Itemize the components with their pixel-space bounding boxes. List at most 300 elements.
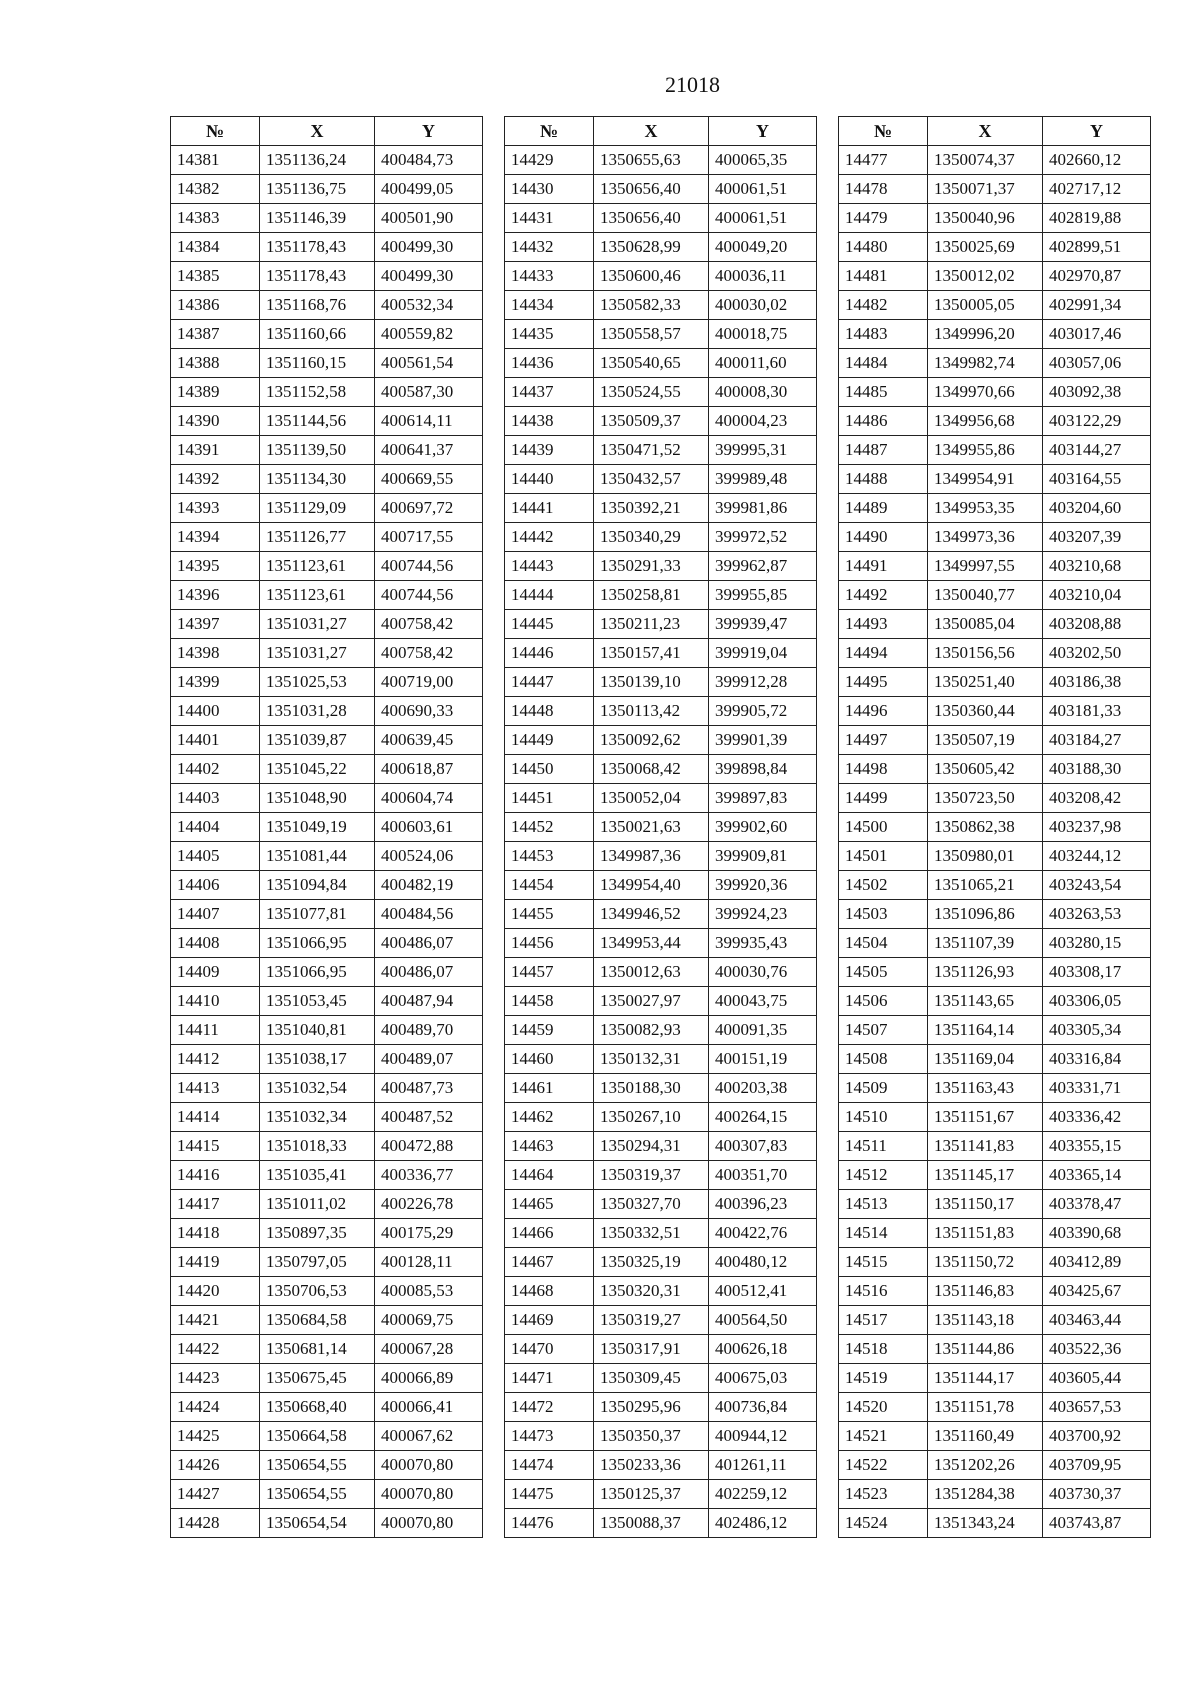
table-row [171,407,483,436]
cell-number: 14524 [839,1509,928,1538]
table-row [839,813,1151,842]
table-row [171,784,483,813]
table-row [171,610,483,639]
cell-x: 1351150,17 [928,1190,1043,1219]
cell-y: 403122,29 [1043,407,1151,436]
cell-x: 1349982,74 [928,349,1043,378]
cell-x: 1350605,42 [928,755,1043,784]
cell-y: 400018,75 [709,320,817,349]
cell-x: 1350025,69 [928,233,1043,262]
table-header-row [171,117,483,146]
cell-y: 403463,44 [1043,1306,1151,1335]
cell-y: 399981,86 [709,494,817,523]
table-row [839,1480,1151,1509]
cell-number: 14393 [171,494,260,523]
cell-number: 14469 [505,1306,594,1335]
cell-y: 400061,51 [709,175,817,204]
table-row [839,320,1151,349]
cell-number: 14517 [839,1306,928,1335]
table-row [839,175,1151,204]
cell-y: 400486,07 [375,958,483,987]
cell-y: 400482,19 [375,871,483,900]
cell-number: 14464 [505,1161,594,1190]
table-row [505,407,817,436]
table-row [839,349,1151,378]
cell-number: 14399 [171,668,260,697]
cell-x: 1349953,44 [594,929,709,958]
table-row [505,523,817,552]
cell-y: 399962,87 [709,552,817,581]
cell-x: 1350294,31 [594,1132,709,1161]
cell-y: 400226,78 [375,1190,483,1219]
table-row [505,1074,817,1103]
cell-number: 14486 [839,407,928,436]
cell-x: 1349955,86 [928,436,1043,465]
cell-x: 1350675,45 [260,1364,375,1393]
table-row [505,1451,817,1480]
table-row [839,1161,1151,1190]
cell-x: 1350085,04 [928,610,1043,639]
cell-x: 1351049,19 [260,813,375,842]
cell-number: 14404 [171,813,260,842]
table-row [171,1393,483,1422]
table-row [505,1422,817,1451]
table-row [505,552,817,581]
cell-number: 14445 [505,610,594,639]
table-row [171,378,483,407]
table-row [839,697,1151,726]
cell-y: 400486,07 [375,929,483,958]
header-y: Y [709,117,817,146]
cell-number: 14505 [839,958,928,987]
cell-y: 400587,30 [375,378,483,407]
cell-y: 403184,27 [1043,726,1151,755]
table-row [171,726,483,755]
cell-y: 403709,95 [1043,1451,1151,1480]
cell-number: 14415 [171,1132,260,1161]
cell-y: 400336,77 [375,1161,483,1190]
cell-x: 1350558,57 [594,320,709,349]
table-row [839,900,1151,929]
cell-x: 1350233,36 [594,1451,709,1480]
cell-x: 1350040,77 [928,581,1043,610]
cell-y: 399920,36 [709,871,817,900]
table-row [171,1161,483,1190]
table-row [505,1277,817,1306]
table-row [505,1219,817,1248]
cell-y: 399912,28 [709,668,817,697]
cell-x: 1351123,61 [260,552,375,581]
cell-number: 14395 [171,552,260,581]
cell-x: 1351025,53 [260,668,375,697]
cell-y: 400697,72 [375,494,483,523]
table-row [505,813,817,842]
cell-y: 400564,50 [709,1306,817,1335]
table-row [505,175,817,204]
cell-y: 400067,28 [375,1335,483,1364]
cell-y: 403188,30 [1043,755,1151,784]
cell-x: 1351164,14 [928,1016,1043,1045]
cell-x: 1351081,44 [260,842,375,871]
cell-y: 400472,88 [375,1132,483,1161]
cell-number: 14446 [505,639,594,668]
cell-x: 1350267,10 [594,1103,709,1132]
cell-y: 403605,44 [1043,1364,1151,1393]
table-row [171,552,483,581]
cell-number: 14407 [171,900,260,929]
cell-x: 1350332,51 [594,1219,709,1248]
table-row [505,204,817,233]
cell-x: 1350132,31 [594,1045,709,1074]
cell-number: 14493 [839,610,928,639]
cell-y: 400203,38 [709,1074,817,1103]
table-row [171,146,483,175]
cell-y: 400307,83 [709,1132,817,1161]
cell-y: 400066,89 [375,1364,483,1393]
cell-number: 14462 [505,1103,594,1132]
cell-y: 400499,30 [375,262,483,291]
table-row [505,958,817,987]
cell-y: 403208,88 [1043,610,1151,639]
cell-y: 399897,83 [709,784,817,813]
cell-y: 399919,04 [709,639,817,668]
cell-x: 1351146,39 [260,204,375,233]
cell-number: 14425 [171,1422,260,1451]
cell-x: 1350654,55 [260,1451,375,1480]
cell-y: 400487,52 [375,1103,483,1132]
cell-y: 403700,92 [1043,1422,1151,1451]
table-row [505,1190,817,1219]
cell-y: 400066,41 [375,1393,483,1422]
cell-x: 1349987,36 [594,842,709,871]
cell-number: 14449 [505,726,594,755]
cell-number: 14412 [171,1045,260,1074]
cell-number: 14421 [171,1306,260,1335]
table-row [839,204,1151,233]
table-row [839,668,1151,697]
cell-number: 14396 [171,581,260,610]
cell-y: 400067,62 [375,1422,483,1451]
cell-y: 399935,43 [709,929,817,958]
cell-y: 400070,80 [375,1480,483,1509]
table-row [505,929,817,958]
cell-number: 14392 [171,465,260,494]
table-header-row [839,117,1151,146]
cell-x: 1351066,95 [260,958,375,987]
table-row [171,697,483,726]
cell-y: 400030,76 [709,958,817,987]
cell-x: 1351160,15 [260,349,375,378]
cell-x: 1351018,33 [260,1132,375,1161]
table-row [171,1103,483,1132]
cell-y: 403204,60 [1043,494,1151,523]
cell-x: 1351178,43 [260,233,375,262]
table-row [839,465,1151,494]
cell-y: 399909,81 [709,842,817,871]
table-row [839,1074,1151,1103]
cell-number: 14397 [171,610,260,639]
cell-y: 400396,23 [709,1190,817,1219]
cell-y: 403244,12 [1043,842,1151,871]
cell-number: 14423 [171,1364,260,1393]
cell-x: 1351031,27 [260,610,375,639]
cell-number: 14420 [171,1277,260,1306]
cell-y: 400480,12 [709,1248,817,1277]
cell-y: 400944,12 [709,1422,817,1451]
cell-x: 1350320,31 [594,1277,709,1306]
cell-x: 1350074,37 [928,146,1043,175]
cell-y: 400675,03 [709,1364,817,1393]
cell-x: 1351031,27 [260,639,375,668]
cell-x: 1350319,37 [594,1161,709,1190]
cell-x: 1351160,66 [260,320,375,349]
cell-number: 14501 [839,842,928,871]
cell-number: 14520 [839,1393,928,1422]
cell-x: 1350524,55 [594,378,709,407]
cell-x: 1350350,37 [594,1422,709,1451]
table-row [839,291,1151,320]
cell-x: 1350656,40 [594,175,709,204]
cell-number: 14473 [505,1422,594,1451]
cell-y: 399955,85 [709,581,817,610]
cell-x: 1350600,46 [594,262,709,291]
cell-number: 14496 [839,697,928,726]
table-row [171,523,483,552]
table-row [839,958,1151,987]
cell-x: 1349946,52 [594,900,709,929]
cell-x: 1351151,78 [928,1393,1043,1422]
cell-x: 1350897,35 [260,1219,375,1248]
cell-number: 14474 [505,1451,594,1480]
table-row [171,291,483,320]
cell-number: 14492 [839,581,928,610]
table-row [171,929,483,958]
cell-y: 403164,55 [1043,465,1151,494]
table-row [839,929,1151,958]
cell-x: 1350088,37 [594,1509,709,1538]
cell-y: 400487,94 [375,987,483,1016]
cell-number: 14398 [171,639,260,668]
coordinates-table-1 [170,116,483,1538]
cell-x: 1350139,10 [594,668,709,697]
header-y: Y [1043,117,1151,146]
table-row [839,784,1151,813]
table-row [505,1393,817,1422]
cell-number: 14436 [505,349,594,378]
table-row [839,1306,1151,1335]
cell-x: 1350664,58 [260,1422,375,1451]
cell-y: 403280,15 [1043,929,1151,958]
cell-x: 1351126,77 [260,523,375,552]
cell-x: 1349996,20 [928,320,1043,349]
cell-number: 14515 [839,1248,928,1277]
table-row [171,958,483,987]
cell-number: 14491 [839,552,928,581]
cell-x: 1350068,42 [594,755,709,784]
cell-number: 14441 [505,494,594,523]
cell-number: 14414 [171,1103,260,1132]
header-x: X [260,117,375,146]
table-row [505,1161,817,1190]
cell-y: 400069,75 [375,1306,483,1335]
table-row [505,1132,817,1161]
cell-x: 1351040,81 [260,1016,375,1045]
cell-y: 400499,30 [375,233,483,262]
cell-number: 14388 [171,349,260,378]
cell-y: 403210,68 [1043,552,1151,581]
page-number: 21018 [665,72,720,97]
cell-number: 14384 [171,233,260,262]
cell-y: 400422,76 [709,1219,817,1248]
table-row [171,320,483,349]
table-row [505,581,817,610]
cell-number: 14438 [505,407,594,436]
cell-x: 1351152,58 [260,378,375,407]
table-row [839,1045,1151,1074]
cell-x: 1351066,95 [260,929,375,958]
cell-x: 1350125,37 [594,1480,709,1509]
cell-number: 14403 [171,784,260,813]
cell-y: 400614,11 [375,407,483,436]
cell-x: 1351343,24 [928,1509,1043,1538]
cell-y: 400532,34 [375,291,483,320]
cell-y: 400744,56 [375,581,483,610]
cell-number: 14435 [505,320,594,349]
cell-number: 14472 [505,1393,594,1422]
cell-x: 1351145,17 [928,1161,1043,1190]
cell-y: 400085,53 [375,1277,483,1306]
cell-number: 14426 [171,1451,260,1480]
cell-y: 400758,42 [375,610,483,639]
cell-x: 1351129,09 [260,494,375,523]
cell-x: 1351144,56 [260,407,375,436]
cell-y: 400351,70 [709,1161,817,1190]
cell-y: 400639,45 [375,726,483,755]
table-row [505,987,817,1016]
table-row [171,639,483,668]
cell-number: 14437 [505,378,594,407]
table-row [839,1393,1151,1422]
table-row [839,1103,1151,1132]
cell-number: 14430 [505,175,594,204]
table-row [839,1509,1151,1538]
cell-number: 14494 [839,639,928,668]
cell-y: 403412,89 [1043,1248,1151,1277]
cell-number: 14511 [839,1132,928,1161]
cell-y: 400070,80 [375,1509,483,1538]
cell-y: 400061,51 [709,204,817,233]
cell-number: 14509 [839,1074,928,1103]
table-row [171,1219,483,1248]
cell-x: 1350797,05 [260,1248,375,1277]
table-row [171,436,483,465]
cell-x: 1350432,57 [594,465,709,494]
table-row [505,146,817,175]
cell-y: 403730,37 [1043,1480,1151,1509]
cell-number: 14516 [839,1277,928,1306]
cell-number: 14513 [839,1190,928,1219]
table-row [839,1335,1151,1364]
cell-number: 14401 [171,726,260,755]
cell-number: 14440 [505,465,594,494]
cell-x: 1351031,28 [260,697,375,726]
cell-y: 403237,98 [1043,813,1151,842]
table-row [839,1190,1151,1219]
cell-y: 400489,70 [375,1016,483,1045]
table-row [839,262,1151,291]
cell-y: 400717,55 [375,523,483,552]
cell-y: 400524,06 [375,842,483,871]
table-row [839,1451,1151,1480]
table-row [839,639,1151,668]
cell-x: 1351150,72 [928,1248,1043,1277]
cell-number: 14461 [505,1074,594,1103]
cell-y: 399989,48 [709,465,817,494]
cell-x: 1350684,58 [260,1306,375,1335]
cell-y: 401261,11 [709,1451,817,1480]
table-row [839,233,1151,262]
table-row [505,610,817,639]
cell-y: 402991,34 [1043,291,1151,320]
cell-number: 14457 [505,958,594,987]
cell-number: 14453 [505,842,594,871]
cell-x: 1351163,43 [928,1074,1043,1103]
table-row [171,842,483,871]
table-row [171,1248,483,1277]
cell-y: 403208,42 [1043,784,1151,813]
table-row [171,1074,483,1103]
cell-number: 14447 [505,668,594,697]
cell-y: 403355,15 [1043,1132,1151,1161]
cell-y: 403306,05 [1043,987,1151,1016]
cell-x: 1351284,38 [928,1480,1043,1509]
cell-number: 14470 [505,1335,594,1364]
table-row [171,1364,483,1393]
cell-y: 400690,33 [375,697,483,726]
cell-y: 403425,67 [1043,1277,1151,1306]
cell-y: 400603,61 [375,813,483,842]
cell-y: 400070,80 [375,1451,483,1480]
table-row [505,900,817,929]
cell-x: 1350656,40 [594,204,709,233]
cell-x: 1349953,35 [928,494,1043,523]
table-row [171,465,483,494]
table-row [839,755,1151,784]
cell-number: 14458 [505,987,594,1016]
cell-y: 400175,29 [375,1219,483,1248]
cell-number: 14522 [839,1451,928,1480]
table-row [505,697,817,726]
table-row [505,1045,817,1074]
table-row [505,1306,817,1335]
cell-x: 1351144,86 [928,1335,1043,1364]
cell-number: 14443 [505,552,594,581]
table-row [505,1016,817,1045]
table-row [505,320,817,349]
cell-y: 400618,87 [375,755,483,784]
cell-x: 1351169,04 [928,1045,1043,1074]
cell-x: 1350113,42 [594,697,709,726]
cell-x: 1350655,63 [594,146,709,175]
cell-y: 403743,87 [1043,1509,1151,1538]
cell-x: 1350295,96 [594,1393,709,1422]
cell-y: 403243,54 [1043,871,1151,900]
cell-number: 14514 [839,1219,928,1248]
cell-number: 14478 [839,175,928,204]
cell-y: 402486,12 [709,1509,817,1538]
cell-x: 1350082,93 [594,1016,709,1045]
cell-x: 1351141,83 [928,1132,1043,1161]
